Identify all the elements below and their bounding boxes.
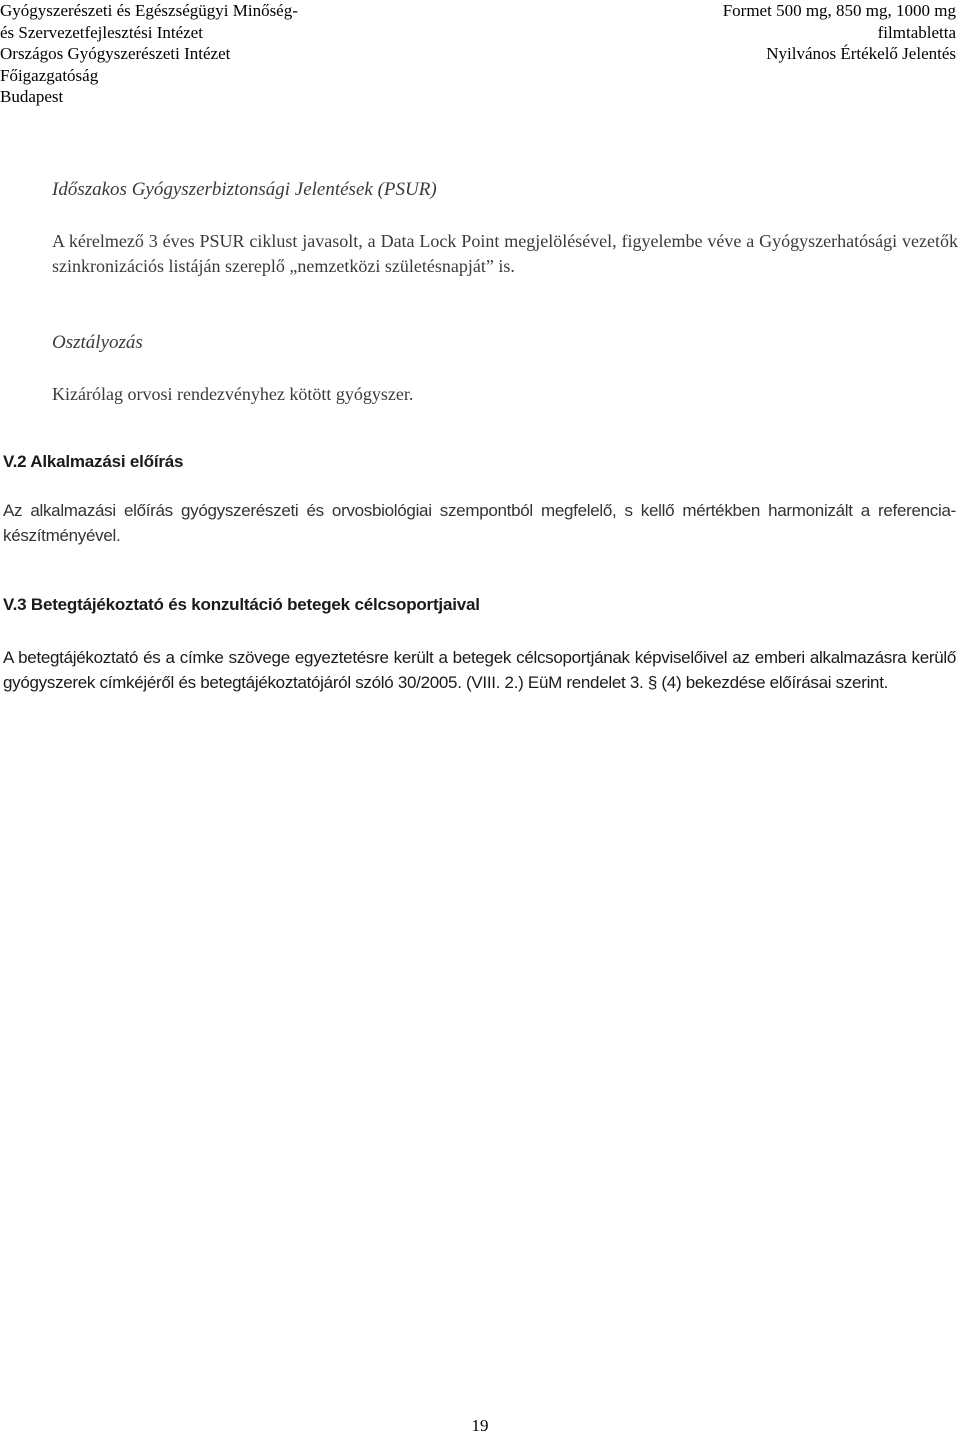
classification-paragraph: Kizárólag orvosi rendezvényhez kötött gyógyszer. <box>52 384 414 404</box>
header-left-line: Budapest <box>0 87 64 106</box>
classification-heading: Osztályozás <box>52 332 143 353</box>
header-product-block <box>723 0 956 65</box>
header-left-line: Főigazgatóság <box>0 65 99 85</box>
header-right-line: Nyilvános Értékelő Jelentés <box>766 44 956 63</box>
section-v2-paragraph: Az alkalmazási előírás gyógyszerészeti és orvosbiológiai szempontból megfelelő, s kellő mértékben harmonizált a referencia-készítményével. <box>3 501 956 545</box>
header-left-line: Országos Gyógyszerészeti Intézet <box>0 44 231 63</box>
header-institution-block <box>0 0 298 108</box>
header-right-line: filmtabletta <box>877 22 956 42</box>
header-left-line: és Szervezetfejlesztési Intézet <box>0 22 203 42</box>
psur-paragraph: A kérelmező 3 éves PSUR ciklust javasolt, a Data Lock Point megjelölésével, figyelembe véve a Gyógyszerhatósági vezetők szinkronizációs listáján szereplő „nemzetközi születésnapját” is. <box>52 231 958 276</box>
section-v2-heading: V.2 Alkalmazási előírás <box>3 452 184 471</box>
section-v3-paragraph: A betegtájékoztató és a címke szövege egyeztetésre került a betegek célcsoportjának képviselőivel az emberi alkalmazásra kerülő gyógyszerek címkéjéről és betegtájékoztatójáról szóló 30/2005. (VIII. 2.) EüM rendelet 3. § (4) bekezdése előírásai szerint. <box>3 648 956 692</box>
header-left-line: Gyógyszerészeti és Egészségügyi Minőség- <box>0 1 298 20</box>
psur-heading: Időszakos Gyógyszerbiztonsági Jelentések (PSUR) <box>52 179 437 200</box>
section-v3-heading: V.3 Betegtájékoztató és konzultáció betegek célcsoportjaival <box>3 595 480 614</box>
page-number: 19 <box>471 1416 489 1435</box>
header-right-line: Formet 500 mg, 850 mg, 1000 mg <box>722 1 956 20</box>
